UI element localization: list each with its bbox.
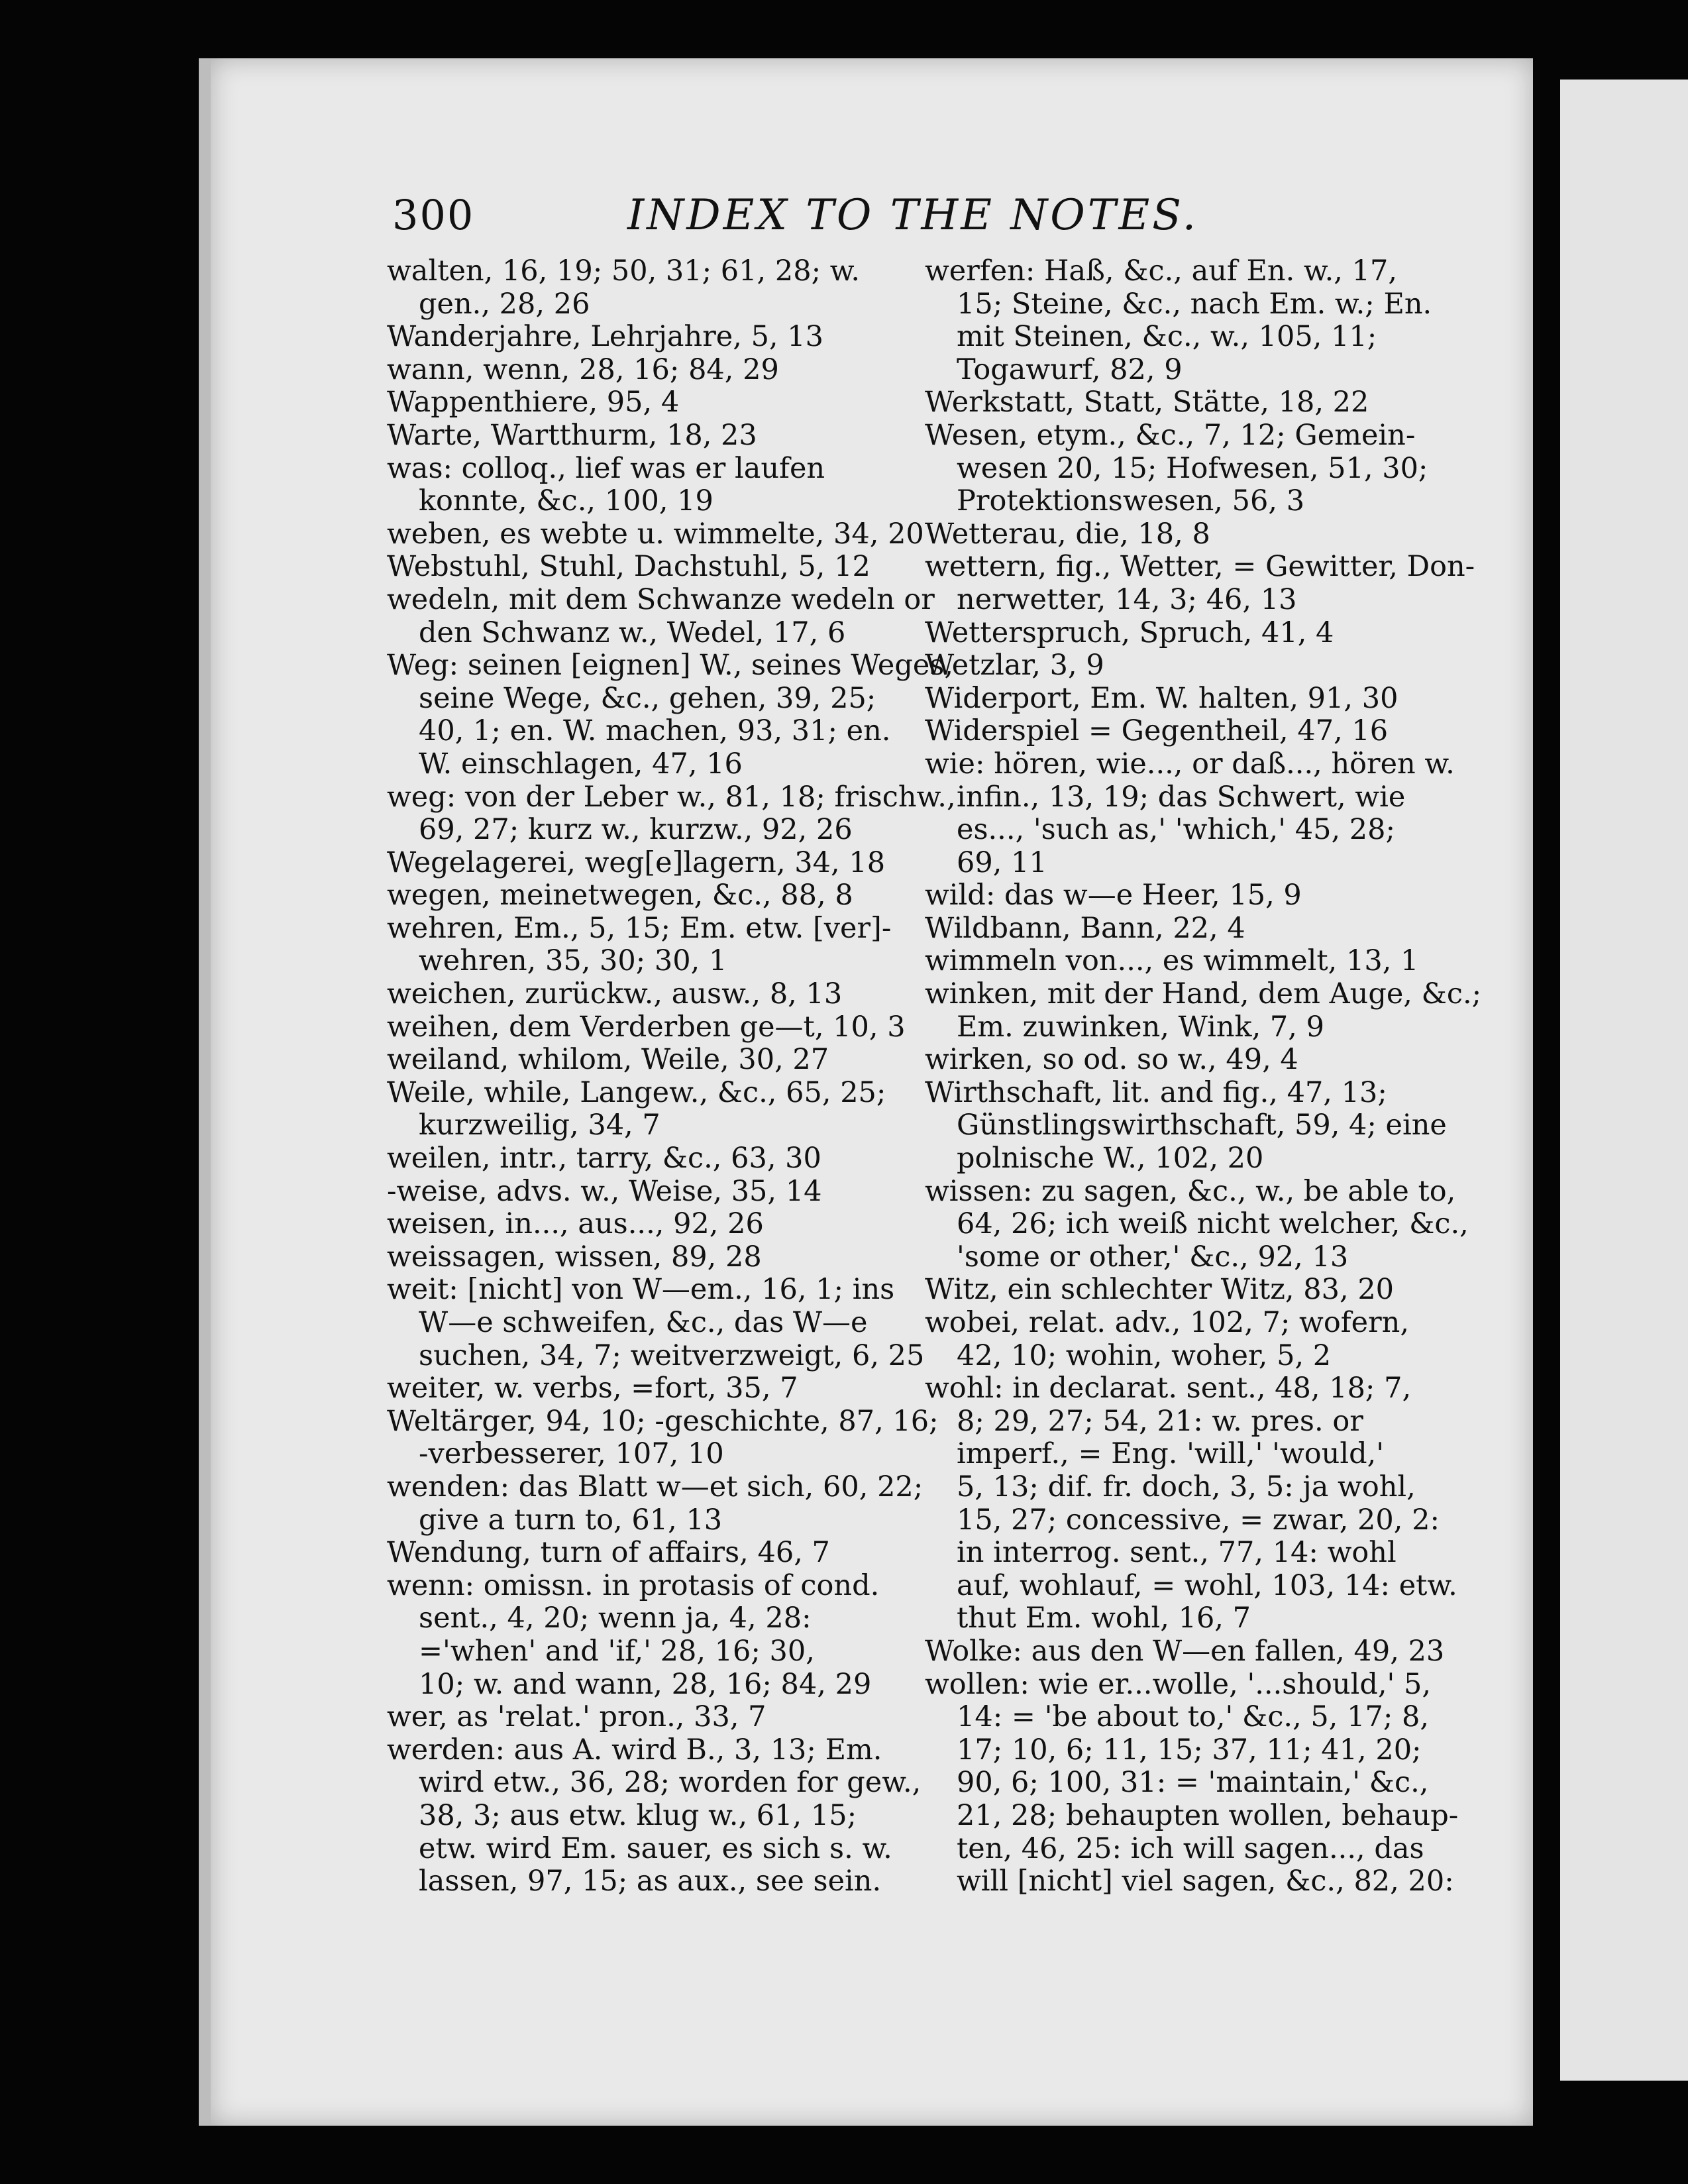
index-line: wenn: omissn. in protasis of cond.: [387, 1568, 880, 1602]
index-line: wehren, 35, 30; 30, 1: [419, 944, 727, 978]
index-line: wenden: das Blatt w—et sich, 60, 22;: [387, 1470, 923, 1503]
index-line: 17; 10, 6; 11, 15; 37, 11; 41, 20;: [957, 1733, 1422, 1767]
index-line: Wetterspruch, Spruch, 41, 4: [925, 616, 1334, 649]
index-line: wird etw., 36, 28; worden for gew.,: [419, 1766, 922, 1800]
index-line: 15; Steine, &c., nach Em. w.; En.: [957, 287, 1432, 321]
index-line: -weise, advs. w., Weise, 35, 14: [387, 1174, 822, 1208]
index-line: in interrog. sent., 77, 14: wohl: [957, 1536, 1397, 1570]
index-line: Wetzlar, 3, 9: [925, 649, 1104, 682]
index-line: 69, 27; kurz w., kurzw., 92, 26: [419, 813, 853, 847]
index-line: 8; 29, 27; 54, 21: w. pres. or: [957, 1404, 1363, 1438]
index-line: polnische W., 102, 20: [957, 1142, 1264, 1175]
index-line: es..., 'such as,' 'which,' 45, 28;: [957, 813, 1396, 847]
index-line: Wendung, turn of affairs, 46, 7: [387, 1536, 830, 1570]
index-line: will [nicht] viel sagen, &c., 82, 20:: [957, 1865, 1454, 1898]
index-line: 40, 1; en. W. machen, 93, 31; en.: [419, 714, 891, 748]
index-line: W. einschlagen, 47, 16: [419, 747, 743, 781]
index-line: wer, as 'relat.' pron., 33, 7: [387, 1700, 766, 1734]
index-line: lassen, 97, 15; as aux., see sein.: [419, 1865, 882, 1898]
index-line: walten, 16, 19; 50, 31; 61, 28; w.: [387, 254, 861, 288]
index-line: kurzweilig, 34, 7: [419, 1109, 660, 1142]
index-line: wild: das w—e Heer, 15, 9: [925, 879, 1302, 912]
index-line: Wirthschaft, lit. and fig., 47, 13;: [925, 1075, 1387, 1109]
index-line: ten, 46, 25: ich will sagen..., das: [957, 1831, 1424, 1865]
index-line: winken, mit der Hand, dem Auge, &c.;: [925, 977, 1482, 1011]
index-line: 38, 3; aus etw. klug w., 61, 15;: [419, 1798, 857, 1832]
index-line: konnte, &c., 100, 19: [419, 484, 713, 518]
index-line: 10; w. and wann, 28, 16; 84, 29: [419, 1667, 872, 1701]
index-line: wollen: wie er...wolle, '...should,' 5,: [925, 1667, 1432, 1701]
index-line: Protektionswesen, 56, 3: [957, 484, 1305, 518]
index-line: weg: von der Leber w., 81, 18; frischw.,: [387, 780, 956, 814]
index-line: 69, 11: [957, 846, 1047, 879]
adjacent-page-edge: [1560, 80, 1688, 2081]
index-line: 21, 28; behaupten wollen, behaup-: [957, 1798, 1459, 1832]
index-line: suchen, 34, 7; weitverzweigt, 6, 25: [419, 1338, 925, 1372]
index-line: Weltärger, 94, 10; -geschichte, 87, 16;: [387, 1404, 939, 1438]
index-line: werden: aus A. wird B., 3, 13; Em.: [387, 1733, 882, 1767]
index-line: wegen, meinetwegen, &c., 88, 8: [387, 879, 853, 912]
index-line: Wetterau, die, 18, 8: [925, 517, 1210, 551]
index-line: wirken, so od. so w., 49, 4: [925, 1043, 1298, 1077]
index-line: wohl: in declarat. sent., 48, 18; 7,: [925, 1372, 1412, 1405]
index-line: weiland, whilom, Weile, 30, 27: [387, 1043, 829, 1077]
index-line: werfen: Haß, &c., auf En. w., 17,: [925, 254, 1398, 288]
index-line: imperf., = Eng. 'will,' 'would,': [957, 1437, 1385, 1471]
index-line: wimmeln von..., es wimmelt, 13, 1: [925, 944, 1419, 978]
index-line: 14: = 'be about to,' &c., 5, 17; 8,: [957, 1700, 1430, 1734]
index-line: nerwetter, 14, 3; 46, 13: [957, 582, 1297, 616]
index-column-left: [387, 254, 956, 1898]
index-line: wehren, Em., 5, 15; Em. etw. [ver]-: [387, 911, 892, 945]
index-line: Widerport, Em. W. halten, 91, 30: [925, 681, 1398, 715]
index-line: weichen, zurückw., ausw., 8, 13: [387, 977, 843, 1011]
index-column-right: [925, 254, 1482, 1898]
index-line: seine Wege, &c., gehen, 39, 25;: [419, 681, 876, 715]
index-line: wissen: zu sagen, &c., w., be able to,: [925, 1174, 1456, 1208]
index-line: wobei, relat. adv., 102, 7; wofern,: [925, 1306, 1410, 1339]
index-line: Webstuhl, Stuhl, Dachstuhl, 5, 12: [387, 550, 870, 584]
index-line: 15, 27; concessive, = zwar, 20, 2:: [957, 1503, 1440, 1537]
page-number: 300: [392, 191, 475, 239]
index-line: 5, 13; dif. fr. doch, 3, 5: ja wohl,: [957, 1470, 1416, 1503]
index-line: mit Steinen, &c., w., 105, 11;: [957, 320, 1377, 354]
index-line: Günstlingswirthschaft, 59, 4; eine: [957, 1109, 1447, 1142]
index-line: Weg: seinen [eignen] W., seines Weges,: [387, 649, 954, 682]
index-line: 90, 6; 100, 31: = 'maintain,' &c.,: [957, 1766, 1429, 1800]
index-line: Witz, ein schlechter Witz, 83, 20: [925, 1273, 1395, 1307]
index-line: Wappenthiere, 95, 4: [387, 386, 680, 419]
index-line: weihen, dem Verderben ge—t, 10, 3: [387, 1010, 906, 1044]
index-line: ='when' and 'if,' 28, 16; 30,: [419, 1634, 815, 1668]
index-line: wettern, fig., Wetter, = Gewitter, Don-: [925, 550, 1475, 584]
index-line: auf, wohlauf, = wohl, 103, 14: etw.: [957, 1568, 1457, 1602]
index-line: Wanderjahre, Lehrjahre, 5, 13: [387, 320, 823, 354]
index-line: 64, 26; ich weiß nicht welcher, &c.,: [957, 1207, 1469, 1241]
index-line: wedeln, mit dem Schwanze wedeln or: [387, 582, 935, 616]
index-line: Wolke: aus den W—en fallen, 49, 23: [925, 1634, 1445, 1668]
index-line: wesen 20, 15; Hofwesen, 51, 30;: [957, 451, 1428, 485]
index-line: wann, wenn, 28, 16; 84, 29: [387, 353, 779, 386]
index-line: W—e schweifen, &c., das W—e: [419, 1306, 868, 1339]
index-line: 42, 10; wohin, woher, 5, 2: [957, 1338, 1332, 1372]
index-line: gen., 28, 26: [419, 287, 590, 321]
index-line: Warte, Wartthurm, 18, 23: [387, 418, 757, 452]
index-line: Togawurf, 82, 9: [957, 353, 1183, 386]
index-line: -verbesserer, 107, 10: [419, 1437, 724, 1471]
index-line: weben, es webte u. wimmelte, 34, 20: [387, 517, 924, 551]
running-title: INDEX TO THE NOTES.: [627, 191, 1199, 240]
index-line: etw. wird Em. sauer, es sich s. w.: [419, 1831, 892, 1865]
index-line: weilen, intr., tarry, &c., 63, 30: [387, 1142, 821, 1175]
index-line: Em. zuwinken, Wink, 7, 9: [957, 1010, 1324, 1044]
index-line: Wildbann, Bann, 22, 4: [925, 911, 1245, 945]
index-line: Wesen, etym., &c., 7, 12; Gemein-: [925, 418, 1416, 452]
index-line: was: colloq., lief was er laufen: [387, 451, 825, 485]
index-line: 'some or other,' &c., 92, 13: [957, 1240, 1349, 1274]
index-line: weit: [nicht] von W—em., 16, 1; ins: [387, 1273, 895, 1307]
index-line: Werkstatt, Statt, Stätte, 18, 22: [925, 386, 1369, 419]
page-header: [392, 186, 1253, 245]
index-line: Wegelagerei, weg[e]lagern, 34, 18: [387, 846, 886, 879]
index-line: weisen, in..., aus..., 92, 26: [387, 1207, 764, 1241]
index-line: wie: hören, wie..., or daß..., hören w.: [925, 747, 1455, 781]
index-line: Weile, while, Langew., &c., 65, 25;: [387, 1075, 886, 1109]
index-line: weiter, w. verbs, =fort, 35, 7: [387, 1372, 798, 1405]
index-line: weissagen, wissen, 89, 28: [387, 1240, 762, 1274]
index-line: infin., 13, 19; das Schwert, wie: [957, 780, 1406, 814]
index-line: sent., 4, 20; wenn ja, 4, 28:: [419, 1602, 812, 1635]
index-line: thut Em. wohl, 16, 7: [957, 1602, 1251, 1635]
index-line: give a turn to, 61, 13: [419, 1503, 723, 1537]
index-line: den Schwanz w., Wedel, 17, 6: [419, 616, 846, 649]
index-line: Widerspiel = Gegentheil, 47, 16: [925, 714, 1389, 748]
